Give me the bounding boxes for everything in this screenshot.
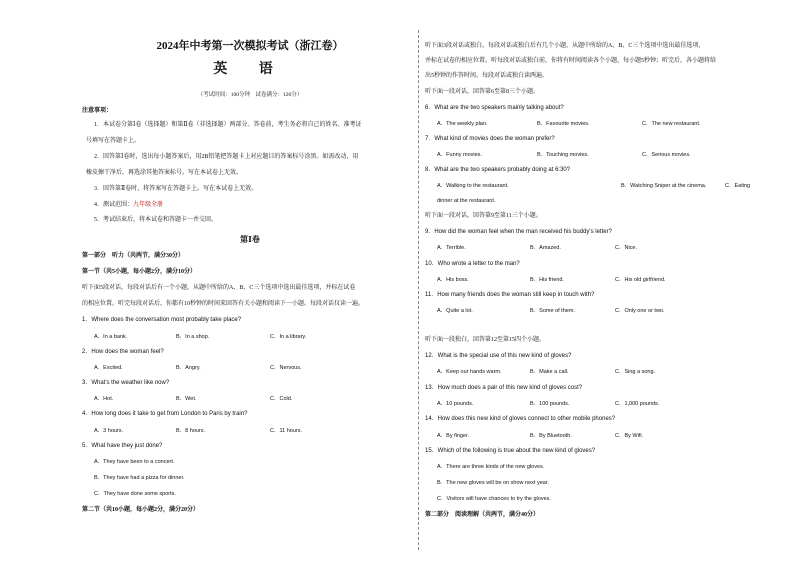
notes-heading: 注意事项： <box>82 108 113 114</box>
part-heading: 第二部分 阅读理解（共两节，满分40分） <box>425 512 540 518</box>
option-b: B．The new gloves will be on show next year. <box>437 480 549 486</box>
option-b: B．Make a call. <box>530 369 569 375</box>
option-c: C．Nervous. <box>270 365 302 371</box>
group-instruction: 听下面一段独白，回答第12至第15四个小题。 <box>425 337 546 343</box>
part-heading: 第一部分 听力（共两节，满分30分） <box>82 253 185 259</box>
option-c: C．The new restaurant. <box>642 121 701 127</box>
question-1: 1．Where does the conversation most probably take place? <box>82 317 242 323</box>
note-line: 2．回答第Ⅰ卷时，选出每小题答案后，用2B铅笔把答题卡上对应题目的答案标号涂黑。如需改动，用 <box>94 154 359 160</box>
option-a: A．Walking to the restaurant. <box>437 183 509 189</box>
subject-title: 英 语 <box>213 62 287 77</box>
option-c: C．11 hours. <box>270 428 302 434</box>
option-c: C．Only one or two. <box>615 308 665 314</box>
option-a: A．Quite a lot. <box>437 308 473 314</box>
question-3: 3．What's the weather like now? <box>82 380 170 386</box>
option-c: C．Visitors will have chances to try the gloves. <box>437 496 551 502</box>
section-description: 并标在试卷的相应位置。听每段对话或独白前，你将有时间阅读各个小题，每小题5秒钟；听完后，各小题将给 <box>425 58 717 64</box>
question-9: 9．How did the woman feel when the man received his buddy's letter? <box>425 229 612 235</box>
exam-title: 2024年中考第一次模拟考试（浙江卷） <box>156 40 344 52</box>
option-b: B．His friend. <box>530 277 564 283</box>
option-b: B．They have had a pizza for dinner. <box>94 475 185 481</box>
option-b: B．By Bluetooth. <box>530 433 572 439</box>
group-instruction: 听下面一段对话，回答第6至第8三个小题。 <box>425 89 540 95</box>
test-scope-label: 4．测试范围： <box>94 202 134 208</box>
section-description: 听下面5段对话，每段对话后有一个小题，从题中所给的A、B、C三个选项中选出最佳选项，并标在试卷 <box>82 285 356 291</box>
volume-heading: 第Ⅰ卷 <box>240 235 260 244</box>
option-a: A．Hot. <box>94 396 114 402</box>
question-8: 8．What are the two speakers probably doing at 6:30? <box>425 167 571 173</box>
option-c: C．Serious movies. <box>642 152 691 158</box>
right-column <box>425 0 790 562</box>
option-b: B．100 pounds. <box>530 401 570 407</box>
option-c: C．They have done some sports. <box>94 491 176 497</box>
option-c: C．1,000 pounds. <box>615 401 660 407</box>
left-column <box>82 0 414 562</box>
option-a: A．Keep our hands warm. <box>437 369 502 375</box>
question-2: 2．How does the woman feel? <box>82 349 164 355</box>
exam-info: （考试时间：100分钟 试卷满分：120分） <box>197 92 303 98</box>
note-line: 3．回答第Ⅱ卷时，将答案写在答题卡上。写在本试卷上无效。 <box>94 186 258 192</box>
question-15: 15．Which of the following is true about the new kind of gloves? <box>425 448 596 454</box>
note-line: 号填写在答题卡上。 <box>86 138 141 144</box>
option-c: C．Sing a song. <box>615 369 656 375</box>
option-b: B．Touching movies. <box>537 152 589 158</box>
option-c: C．Eating <box>725 183 751 189</box>
option-b: B．Wet. <box>176 396 197 402</box>
option-a: A．By finger. <box>437 433 470 439</box>
option-c: C．Cold. <box>270 396 293 402</box>
section-description: 出5秒钟的作答时间。每段对话或独白读两遍。 <box>425 73 549 79</box>
option-a: A．Terrible. <box>437 245 466 251</box>
option-a: A．3 hours. <box>94 428 124 434</box>
question-7: 7．What kind of movies does the woman prefer? <box>425 136 555 142</box>
option-b: B．Some of them. <box>530 308 575 314</box>
group-instruction: 听下面一段对话，回答第9至第11三个小题。 <box>425 213 542 219</box>
question-10: 10．Who wrote a letter to the man? <box>425 261 520 267</box>
option-a: A．They have been to a concert. <box>94 459 175 465</box>
option-c-continued: dinner at the restaurant. <box>437 198 496 204</box>
option-a: A．There are three kinds of the new gloves. <box>437 464 545 470</box>
note-line: 1．本试卷分第Ⅰ卷（选择题）和第Ⅱ卷（非选择题）两部分。答卷前，考生务必将自己的姓名、准考证 <box>94 122 362 128</box>
note-line: 橡皮擦干净后，再选涂其他答案标号。写在本试卷上无效。 <box>86 170 243 176</box>
section-heading: 第一节（共5小题，每小题2分，满分10分） <box>82 269 197 275</box>
option-b: B．Angry. <box>176 365 201 371</box>
question-4: 4．How long does it take to get from London to Paris by train? <box>82 411 248 417</box>
question-14: 14．How does this new kind of gloves connect to other mobile phones? <box>425 416 616 422</box>
option-a: A．Excited. <box>94 365 123 371</box>
test-scope-value: 九年级全册 <box>133 202 164 208</box>
question-13: 13．How much does a pair of this new kind of gloves cost? <box>425 385 583 391</box>
section-description: 听下面3段对话或独白。每段对话或独白后有几个小题，从题中所给的A、B、C三个选项中选出最佳选项， <box>425 43 705 49</box>
question-5: 5．What have they just done? <box>82 443 163 449</box>
question-11: 11．How many friends does the woman still keep in touch with? <box>425 292 595 298</box>
option-c: C．Nice. <box>615 245 638 251</box>
option-a: A．The weekly plan. <box>437 121 488 127</box>
column-divider <box>418 30 419 550</box>
question-12: 12．What is the special use of this new kind of gloves? <box>425 353 572 359</box>
question-6: 6．What are the two speakers mainly talking about? <box>425 105 564 111</box>
section-heading: 第二节（共10小题，每小题2分，满分20分） <box>82 507 200 513</box>
option-c: C．In a library. <box>270 334 307 340</box>
option-a: A．Funny movies. <box>437 152 482 158</box>
option-a: A．His boss. <box>437 277 469 283</box>
option-a: A．10 pounds. <box>437 401 474 407</box>
note-line <box>94 201 163 209</box>
option-c: C．His old girlfriend. <box>615 277 666 283</box>
option-a: A．In a bank. <box>94 334 128 340</box>
option-b: B．8 hours. <box>176 428 206 434</box>
option-b: B．Amazed. <box>530 245 561 251</box>
section-description: 的相应位置。听完每段对话后，你都有10秒钟的时间来回答有关小题和阅读下一小题。每段对话仅读一遍。 <box>82 301 365 307</box>
option-c: C．By Wifi. <box>615 433 644 439</box>
option-b: B．Favourite movies. <box>537 121 590 127</box>
note-line: 5．考试结束后，将本试卷和答题卡一并交回。 <box>94 217 218 223</box>
option-b: B．Watching Sniper at the cinema. <box>621 183 707 189</box>
option-b: B．In a shop. <box>176 334 210 340</box>
